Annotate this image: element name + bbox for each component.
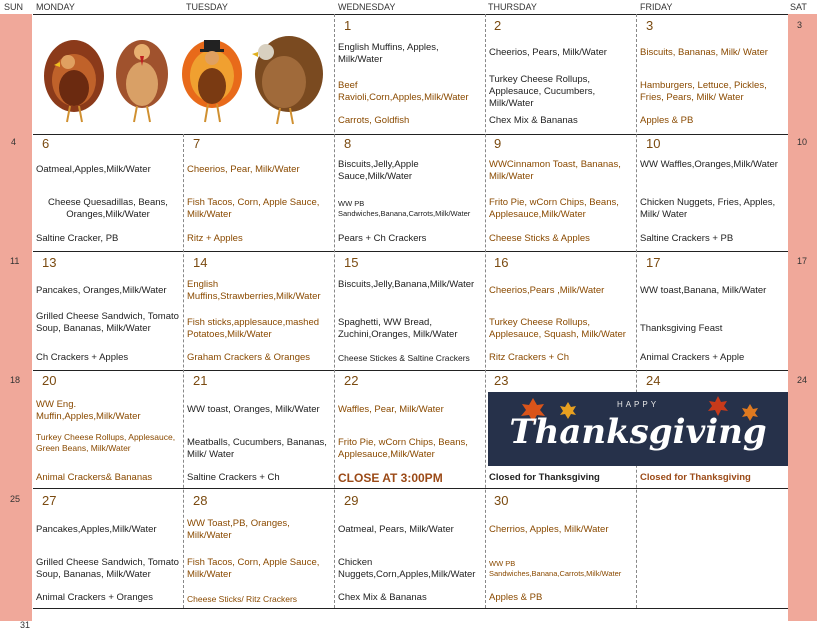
breakfast-text: WWCinnamon Toast, Bananas, Milk/Water [489,159,621,182]
breakfast-text: WW toast,Banana, Milk/Water [640,285,767,296]
snack-text: Animal Crackers + Apple [640,352,745,363]
day-number: 9 [494,136,502,151]
lunch-text: Cheese Quesadillas, Beans, Oranges,Milk/Water [48,197,168,220]
header-tuesday: TUESDAY [186,2,228,12]
breakfast-text: Waffles, Pear, Milk/Water [338,404,444,415]
breakfast-text: Oatmeal,Apples,Milk/Water [36,164,151,175]
day-number: 14 [193,255,208,270]
close-early-notice: CLOSE AT 3:00PM [338,471,443,485]
side-number: 25 [10,494,21,504]
breakfast-text: WW Eng. Muffin,Apples,Milk/Water [36,399,141,422]
breakfast-text: English Muffins,Strawberries,Milk/Water [187,279,321,302]
day-number: 20 [42,373,57,388]
banner-happy: HAPPY [616,400,660,409]
snack-text: Cheese Sticks/ Ritz Crackers [187,594,298,604]
day-number: 21 [193,373,208,388]
lunch-text: Frito Pie, wCorn Chips, Beans, Applesauce,Milk/Water [489,197,619,220]
breakfast-text: Cheerios, Pears, Milk/Water [489,47,607,58]
lunch-text: Chicken Nuggets,Corn,Apples,Milk/Water [338,557,476,580]
grid-line [485,14,486,608]
breakfast-text: WW Waffles,Oranges,Milk/Water [640,159,778,170]
grid-line [334,14,335,608]
lunch-text: Beef Ravioli,Corn,Apples,Milk/Water [338,80,469,103]
header-monday: MONDAY [36,2,75,12]
snack-text: Pears + Ch Crackers [338,233,427,244]
grid-line [33,370,788,371]
day-number: 23 [494,373,509,388]
day-number: 28 [193,493,208,508]
snack-text: Apples & PB [489,592,543,603]
day-number: 1 [344,18,352,33]
snack-text: Animal Crackers + Oranges [36,592,153,603]
day-number: 16 [494,255,509,270]
side-number: 18 [10,375,21,385]
side-number: 10 [797,137,808,147]
side-number: 31 [20,620,31,630]
day-number: 2 [494,18,502,33]
lunch-text: WW PB [489,559,516,568]
lunch-text: Meatballs, Cucumbers, Bananas, Milk/ Water [187,437,327,460]
turkey-icon [182,40,242,122]
snack-text: Ritz + Apples [187,233,243,244]
side-number: 3 [797,20,803,30]
lunch-text: Sandwiches,Banana,Carrots,Milk/Water [338,209,471,218]
header-sat: SAT [790,2,807,12]
header-wednesday: WEDNESDAY [338,2,396,12]
breakfast-text: Cheerios,Pears ,Milk/Water [489,285,605,296]
lunch-text: Fish Tacos, Corn, Apple Sauce, Milk/Water [187,197,320,220]
grid-line [33,14,788,15]
lunch-text: Sandwiches,Banana,Carrots,Milk/Water [489,569,622,578]
snack-text: Saltine Cracker, PB [36,233,119,244]
side-number: 24 [797,375,808,385]
lunch-text: Thanksgiving Feast [640,323,723,334]
day-number: 29 [344,493,359,508]
snack-text: Graham Crackers & Oranges [187,352,311,363]
day-number: 27 [42,493,57,508]
breakfast-text: Pancakes, Oranges,Milk/Water [36,285,167,296]
lunch-text: Grilled Cheese Sandwich, Tomato Soup, Bananas, Milk/Water [36,557,179,580]
breakfast-text: Cherrios, Apples, Milk/Water [489,524,609,535]
header-friday: FRIDAY [640,2,673,12]
day-number: 24 [646,373,661,388]
turkeys-illustration [34,18,334,134]
closed-notice: Closed for Thanksgiving [640,472,751,483]
snack-text: Apples & PB [640,115,694,126]
header-sun: SUN [4,2,24,12]
side-number: 4 [11,137,17,147]
lunch-text: Frito Pie, wCorn Chips, Beans, Applesauce,Milk/Water [338,437,468,460]
lunch-text: Spaghetti, WW Bread, Zuchini,Oranges, Milk/Water [338,317,458,340]
banner-title: Thanksgiving [509,412,767,452]
snack-text: Cheese Sticks & Apples [489,233,590,244]
breakfast-text: Cheerios, Pear, Milk/Water [187,164,300,175]
lunch-text: Turkey Cheese Rollups, Applesauce, Squash, Milk/Water [489,317,626,340]
snack-text: Ritz Crackers + Ch [489,352,569,363]
side-number: 17 [797,256,808,266]
grid-line [636,14,637,608]
side-number: 11 [10,256,20,266]
snack-text: Chex Mix & Bananas [338,592,427,603]
breakfast-text: WW toast, Oranges, Milk/Water [187,404,320,415]
sunday-column [0,14,32,621]
lunch-text: Chicken Nuggets, Fries, Apples, Milk/ Water [640,197,776,220]
breakfast-text: Biscuits,Jelly,Apple Sauce,Milk/Water [338,159,419,182]
grid-line [33,134,788,135]
turkey-icon [44,40,104,122]
saturday-column [788,14,817,621]
lunch-text: Hamburgers, Lettuce, Pickles, Fries, Pears, Milk/ Water [640,80,767,103]
snack-text: Saltine Crackers + Ch [187,472,280,483]
day-number: 13 [42,255,57,270]
grid-line [33,608,788,609]
turkey-icon [116,40,168,122]
lunch-text: Fish sticks,applesauce,mashed Potatoes,Milk/Water [187,317,320,340]
day-number: 30 [494,493,509,508]
day-number: 3 [646,18,654,33]
lunch-text: Turkey Cheese Rollups, Applesauce, Cucumbers, Milk/Water [489,74,596,109]
snack-text: Chex Mix & Bananas [489,115,578,126]
lunch-text: Fish Tacos, Corn, Apple Sauce, Milk/Water [187,557,320,580]
day-number: 15 [344,255,359,270]
lunch-text: Grilled Cheese Sandwich, Tomato Soup, Bananas, Milk/Water [36,311,179,334]
day-number: 6 [42,136,50,151]
day-number: 8 [344,136,352,151]
lunch-text: WW PB [338,199,365,208]
grid-line [183,134,184,608]
day-number: 17 [646,255,661,270]
day-number: 10 [646,136,661,151]
breakfast-text: Biscuits,Jelly,Banana,Milk/Water [338,279,475,290]
snack-text: Cheese Stickes & Saltine Crackers [338,353,470,363]
grid-line [33,251,788,252]
thanksgiving-banner [488,392,788,466]
closed-notice: Closed for Thanksgiving [489,472,600,483]
snack-text: Saltine Crackers + PB [640,233,734,244]
day-number: 7 [193,136,201,151]
lunch-text: Turkey Cheese Rollups, Applesauce, Green Beans, Milk/Water [36,432,176,453]
breakfast-text: WW Toast,PB, Oranges, Milk/Water [187,518,290,541]
snack-text: Animal Crackers& Bananas [36,472,153,483]
snack-text: Ch Crackers + Apples [36,352,129,363]
day-number: 22 [344,373,359,388]
breakfast-text: Biscuits, Bananas, Milk/ Water [640,47,768,58]
snack-text: Carrots, Goldfish [338,115,410,126]
turkey-icon [252,36,323,124]
header-thursday: THURSDAY [488,2,537,12]
grid-line [33,488,788,489]
breakfast-text: Pancakes,Apples,Milk/Water [36,524,157,535]
breakfast-text: English Muffins, Apples, Milk/Water [338,42,439,65]
breakfast-text: Oatmeal, Pears, Milk/Water [338,524,454,535]
